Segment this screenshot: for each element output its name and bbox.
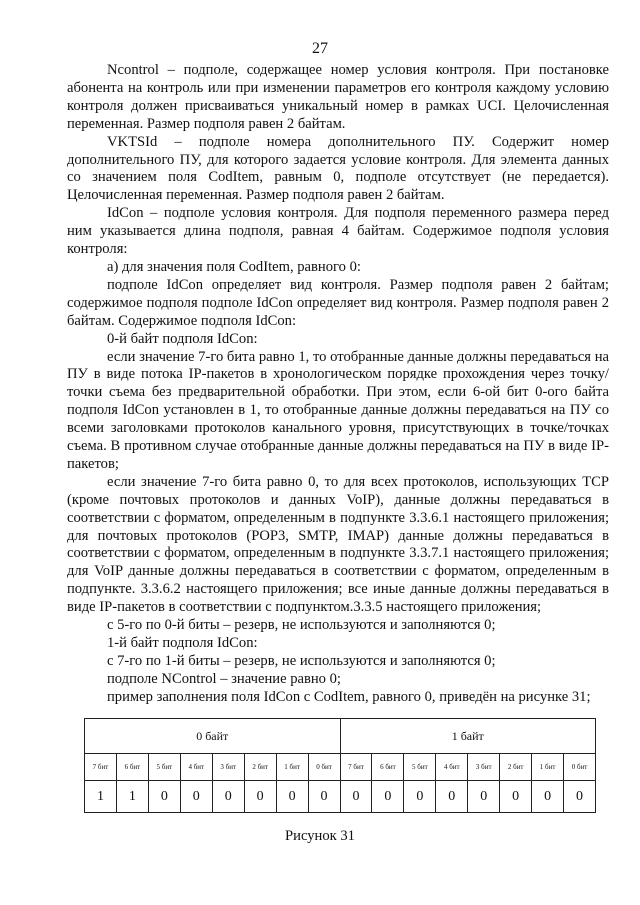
bit-value-cell: 0: [308, 781, 340, 813]
bit-header-cell: 2 бит: [500, 754, 532, 781]
paragraph: если значение 7-го бита равно 0, то для всех протоколов, использующих TCP (кроме почтовых протоколов и данных VoIP), данные должны передаваться в соответствии с форматом, определенным в подпункте 3.3.6.1 настоящего приложения; для почтовых протоколов (POP3, SMTP, IMAP) данные должны передаваться в соответствии с форматом, определенным в подпункте 3.3.7.1 настоящего приложения; для VoIP данные должны передаваться в соответствии с форматом, определенным в подпункте. 3.3.6.2 настоящего приложения; все иные данные должны передаваться в виде IP-пакетов в соответствии с подпунктом.3.3.5 настоящего приложения;: [67, 473, 609, 616]
bit-value-cell: 0: [468, 781, 500, 813]
bit-header-cell: 0 бит: [308, 754, 340, 781]
bit-value-cell: 0: [340, 781, 372, 813]
bit-header-cell: 2 бит: [244, 754, 276, 781]
body-text: [67, 62, 609, 707]
bit-header-cell: 6 бит: [116, 754, 148, 781]
bit-header-cell: 5 бит: [148, 754, 180, 781]
paragraph: VKTSId – подполе номера дополнительного ПУ. Содержит номер дополнительного ПУ, для которого задается условие контроля. Для элемента данных со значением поля CodItem, равным 0, подполе отсутствует (не передается). Целочисленная переменная. Размер подполя равен 2 байтам.: [67, 133, 609, 204]
bit-header-cell: 7 бит: [85, 754, 117, 781]
paragraph: пример заполнения поля IdCon с CodItem, равного 0, приведён на рисунке 31;: [107, 688, 591, 705]
bit-value-cell: 1: [85, 781, 117, 813]
paragraph: с 7-го по 1-й биты – резерв, не используются и заполняются 0;: [107, 652, 496, 669]
bit-value-cell: 0: [276, 781, 308, 813]
bit-value-cell: 0: [244, 781, 276, 813]
bit-value-cell: 0: [564, 781, 596, 813]
bit-value-cell: 0: [372, 781, 404, 813]
bit-value-cell: 0: [180, 781, 212, 813]
bit-header-cell: 7 бит: [340, 754, 372, 781]
bit-value-row: [85, 781, 596, 813]
paragraph: подполе IdCon определяет вид контроля. Размер подполя равен 2 байтам; содержимое подполя подполе IdCon определяет вид контроля. Размер подполя равен 2 байтам. Содержимое подполя IdCon:: [67, 276, 609, 329]
bit-value-cell: 0: [148, 781, 180, 813]
paragraph: 0-й байт подполя IdCon:: [107, 330, 258, 347]
bit-value-cell: 0: [404, 781, 436, 813]
bit-header-cell: 6 бит: [372, 754, 404, 781]
paragraph: с 5-го по 0-й биты – резерв, не используются и заполняются 0;: [107, 617, 496, 634]
bit-header-cell: 4 бит: [436, 754, 468, 781]
bit-value-cell: 0: [212, 781, 244, 813]
bit-header-cell: 4 бит: [180, 754, 212, 781]
byte-header-row: [85, 719, 596, 754]
page-number: 27: [312, 40, 328, 57]
byte-header-cell: 1 байт: [340, 719, 596, 754]
paragraph: если значение 7-го бита равно 1, то отобранные данные должны передаваться на ПУ в виде потока IP-пакетов в хронологическом порядке прохождения через точку/точки съема без предварительной обработки. При этом, если 6-ой бит 0-ого байта подполя IdCon установлен в 1, то отобранные данные должны передаваться на ПУ со всеми заголовками протоколов канального уровня, присутствующих в точке/точках съема. В противном случае отобранные данные должны передаваться на ПУ в виде IP-пакетов;: [67, 348, 609, 472]
paragraph: подполе NControl – значение равно 0;: [107, 670, 341, 687]
figure-31-table: [84, 718, 596, 813]
paragraph: а) для значения поля CodItem, равного 0:: [107, 258, 361, 275]
paragraph: 1-й байт подполя IdCon:: [107, 635, 258, 651]
bit-header-cell: 0 бит: [564, 754, 596, 781]
byte-header-cell: 0 байт: [85, 719, 341, 754]
figure-caption: Рисунок 31: [285, 828, 355, 844]
bit-header-cell: 1 бит: [532, 754, 564, 781]
bit-value-cell: 0: [436, 781, 468, 813]
bit-header-cell: 3 бит: [468, 754, 500, 781]
paragraph: IdCon – подполе условия контроля. Для подполя переменного размера перед ним указывается длина подполя, равная 4 байтам. Содержимое подполя условия контроля:: [67, 205, 609, 258]
bit-value-cell: 0: [532, 781, 564, 813]
bit-header-row: [85, 754, 596, 781]
bit-header-cell: 3 бит: [212, 754, 244, 781]
bit-value-cell: 1: [116, 781, 148, 813]
bit-header-cell: 5 бит: [404, 754, 436, 781]
paragraph: Ncontrol – подполе, содержащее номер условия контроля. При постановке абонента на контроль или при изменении параметров его контроля каждому условию контроля должен присваиваться уникальный номер в рамках UCI. Целочисленная переменная. Размер подполя равен 2 байтам.: [67, 62, 609, 132]
bit-value-cell: 0: [500, 781, 532, 813]
bit-header-cell: 1 бит: [276, 754, 308, 781]
